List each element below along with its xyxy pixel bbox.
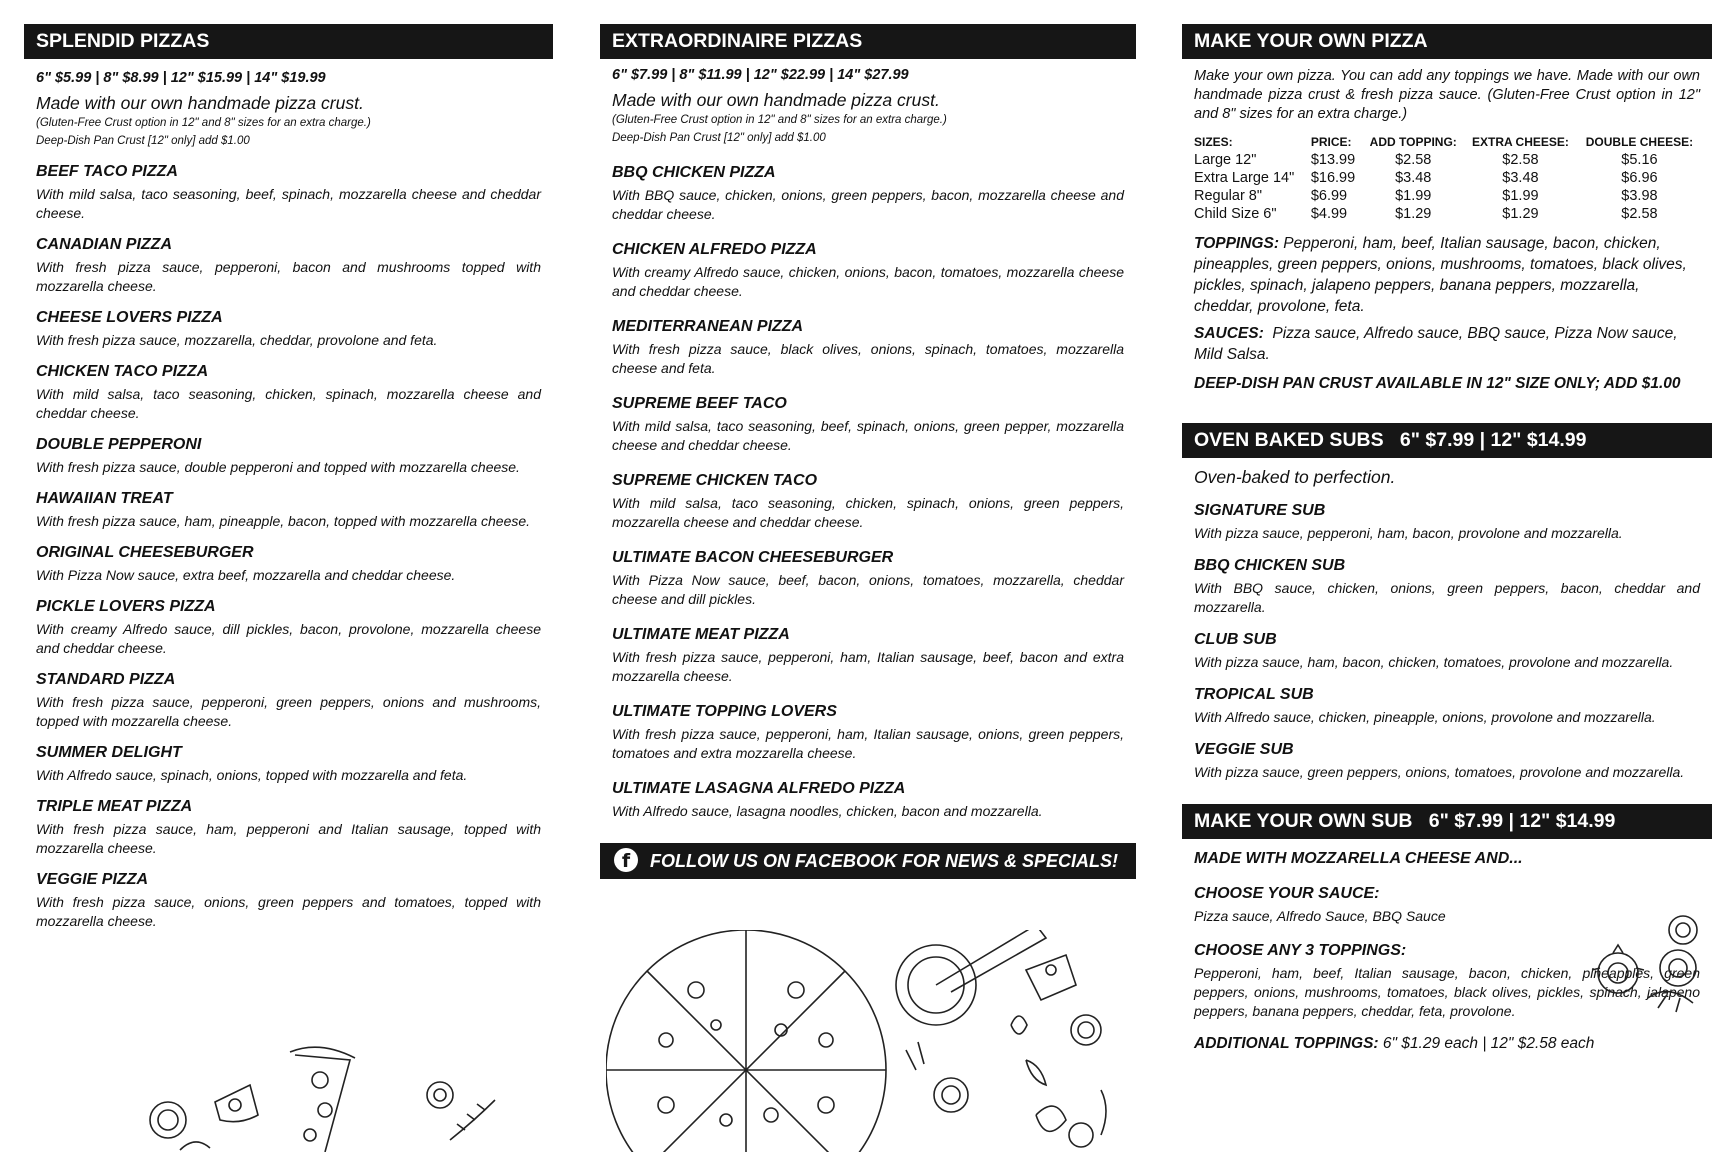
additional-label: ADDITIONAL TOPPINGS: bbox=[1194, 1035, 1379, 1052]
table-header: PRICE: bbox=[1310, 135, 1352, 149]
sauces-label: SAUCES: bbox=[1194, 325, 1264, 342]
item-name: SUMMER DELIGHT bbox=[36, 744, 182, 761]
item-name: ULTIMATE TOPPING LOVERS bbox=[612, 703, 837, 720]
menu-item bbox=[36, 797, 541, 858]
item-description: With Alfredo sauce, chicken, pineapple, onions, provolone and mozzarella. bbox=[1194, 709, 1656, 725]
table-cell: Child Size 6" bbox=[1194, 206, 1277, 222]
table-cell: $1.99 bbox=[1395, 188, 1432, 204]
menu-item bbox=[36, 435, 541, 477]
menu-item bbox=[36, 597, 541, 658]
item-description: With fresh pizza sauce, onions, green peppers and tomatoes, topped with mozzarella cheese. bbox=[36, 894, 541, 929]
menu-item bbox=[36, 543, 541, 585]
section-title: EXTRAORDINAIRE PIZZAS bbox=[600, 24, 1136, 59]
menu-item bbox=[36, 362, 541, 423]
item-description: With fresh pizza sauce, double pepperoni and topped with mozzarella cheese. bbox=[36, 459, 520, 475]
table-header: EXTRA CHEESE: bbox=[1471, 135, 1569, 149]
menu-item bbox=[1194, 501, 1700, 543]
item-description: With fresh pizza sauce, pepperoni, ham, Italian sausage, beef, bacon and extra mozzarella cheese. bbox=[612, 649, 1124, 684]
menu-item bbox=[612, 702, 1124, 763]
item-name: CHICKEN TACO PIZZA bbox=[36, 363, 209, 380]
table-row bbox=[1194, 169, 1702, 187]
section-title: SPLENDID PIZZAS bbox=[24, 24, 553, 59]
item-name: MEDITERRANEAN PIZZA bbox=[612, 318, 804, 335]
item-name: ORIGINAL CHEESEBURGER bbox=[36, 544, 254, 561]
section-title bbox=[1182, 804, 1712, 839]
item-name: CLUB SUB bbox=[1194, 631, 1277, 648]
myo-sub-prices: 6" $7.99 | 12" $14.99 bbox=[1428, 810, 1616, 832]
menu-item bbox=[612, 471, 1124, 532]
menu-item bbox=[612, 317, 1124, 378]
menu-item bbox=[1194, 685, 1700, 727]
menu-item bbox=[36, 670, 541, 731]
menu-item bbox=[612, 163, 1124, 224]
sauce-options: Pizza sauce, Alfredo Sauce, BBQ Sauce bbox=[1194, 908, 1446, 924]
table-cell: Extra Large 14" bbox=[1194, 170, 1295, 186]
table-cell: $1.29 bbox=[1395, 206, 1432, 222]
make-your-own-pizza-section bbox=[1182, 24, 1712, 393]
item-description: With Alfredo sauce, spinach, onions, topped with mozzarella and feta. bbox=[36, 767, 468, 783]
table-cell: $2.58 bbox=[1621, 206, 1658, 222]
size-prices: 6" $5.99 | 8" $8.99 | 12" $15.99 | 14" $19.99 bbox=[36, 70, 326, 86]
table-cell: $3.98 bbox=[1621, 188, 1658, 204]
menu-item bbox=[612, 394, 1124, 455]
table-cell: Large 12" bbox=[1194, 152, 1257, 168]
sub-toppings-sketch bbox=[1588, 908, 1718, 1018]
item-description: With fresh pizza sauce, pepperoni, bacon and mushrooms topped with mozzarella cheese. bbox=[36, 259, 541, 294]
item-description: With pizza sauce, pepperoni, ham, bacon, provolone and mozzarella. bbox=[1194, 525, 1623, 541]
section-title: MAKE YOUR OWN PIZZA bbox=[1182, 24, 1712, 59]
item-description: With Alfredo sauce, lasagna noodles, chicken, bacon and mozzarella. bbox=[612, 803, 1043, 819]
item-description: With pizza sauce, green peppers, onions, tomatoes, provolone and mozzarella. bbox=[1194, 764, 1685, 780]
pizza-slice-sketch bbox=[140, 1040, 520, 1152]
table-cell: $3.48 bbox=[1502, 170, 1539, 186]
item-description: With creamy Alfredo sauce, chicken, onions, bacon, tomatoes, mozzarella cheese and cheddar cheese. bbox=[612, 264, 1124, 299]
item-description: With fresh pizza sauce, ham, pepperoni and Italian sausage, topped with mozzarella cheese. bbox=[36, 821, 541, 856]
splendid-pizzas-section bbox=[24, 24, 553, 931]
table-cell: $16.99 bbox=[1310, 170, 1356, 186]
menu-item bbox=[612, 779, 1124, 821]
item-name: DOUBLE PEPPERONI bbox=[36, 436, 202, 453]
table-cell: $5.16 bbox=[1621, 152, 1658, 168]
table-header: SIZES: bbox=[1194, 135, 1233, 149]
item-description: With mild salsa, taco seasoning, chicken, spinach, onions, green peppers, mozzarella cheese and cheddar cheese. bbox=[612, 495, 1124, 530]
menu-item bbox=[612, 625, 1124, 686]
item-name: TRIPLE MEAT PIZZA bbox=[36, 798, 193, 815]
menu-item bbox=[1194, 630, 1700, 672]
size-prices: 6" $7.99 | 8" $11.99 | 12" $22.99 | 14" $27.99 bbox=[612, 67, 909, 83]
extraordinaire-pizzas-section bbox=[600, 24, 1136, 879]
item-name: SIGNATURE SUB bbox=[1194, 502, 1326, 519]
table-cell: $2.58 bbox=[1502, 152, 1539, 168]
facebook-banner[interactable] bbox=[600, 843, 1136, 879]
item-description: With creamy Alfredo sauce, dill pickles, bacon, provolone, mozzarella cheese and cheddar cheese. bbox=[36, 621, 541, 656]
item-description: With Pizza Now sauce, beef, bacon, onions, tomatoes, mozzarella, cheddar cheese and dill pickles. bbox=[612, 572, 1124, 607]
item-description: With mild salsa, taco seasoning, beef, spinach, onions, green pepper, mozzarella cheese and cheddar cheese. bbox=[612, 418, 1124, 453]
gluten-free-note: (Gluten-Free Crust option in 12" and 8" sizes for an extra charge.) bbox=[612, 114, 947, 126]
crust-tagline: Made with our own handmade pizza crust. bbox=[36, 93, 364, 113]
sub-list bbox=[1194, 501, 1700, 782]
section-title bbox=[1182, 423, 1712, 458]
item-name: TROPICAL SUB bbox=[1194, 686, 1314, 703]
item-description: With fresh pizza sauce, pepperoni, green peppers, onions and mushrooms, topped with mozzarella cheese. bbox=[36, 694, 541, 729]
gluten-free-note: (Gluten-Free Crust option in 12" and 8" sizes for an extra charge.) bbox=[36, 117, 371, 129]
item-description: With BBQ sauce, chicken, onions, green peppers, bacon, cheddar and mozzarella. bbox=[1194, 580, 1700, 615]
sauces-text: Pizza sauce, Alfredo sauce, BBQ sauce, Pizza Now sauce, Mild Salsa. bbox=[1194, 325, 1678, 363]
deep-dish-note: Deep-Dish Pan Crust [12" only] add $1.00 bbox=[612, 132, 826, 144]
table-cell: $6.96 bbox=[1621, 170, 1658, 186]
item-name: CANADIAN PIZZA bbox=[36, 236, 172, 253]
menu-item bbox=[36, 162, 541, 223]
item-name: SUPREME CHICKEN TACO bbox=[612, 472, 818, 489]
menu-item bbox=[612, 548, 1124, 609]
table-cell: $6.99 bbox=[1310, 188, 1348, 204]
table-cell: $2.58 bbox=[1395, 152, 1432, 168]
table-row bbox=[1194, 205, 1702, 223]
deep-dish-note: DEEP-DISH PAN CRUST AVAILABLE IN 12" SIZE ONLY; ADD $1.00 bbox=[1194, 375, 1681, 392]
item-name: VEGGIE SUB bbox=[1194, 741, 1294, 758]
menu-item bbox=[612, 240, 1124, 301]
menu-item bbox=[36, 489, 541, 531]
choose-sauce-heading: CHOOSE YOUR SAUCE: bbox=[1194, 885, 1380, 902]
table-header: DOUBLE CHEESE: bbox=[1585, 135, 1694, 149]
menu-item bbox=[36, 743, 541, 785]
table-cell: $13.99 bbox=[1310, 152, 1356, 168]
intro-text: Make your own pizza. You can add any toppings we have. Made with our own handmade pizza crust & fresh pizza sauce. (Gluten-Free Crust option in 12" and 8" sizes for an extra charge.) bbox=[1194, 68, 1700, 122]
topping-options: Pepperoni, ham, beef, Italian sausage, bacon, chicken, pineapples, green peppers, onions, mushrooms, tomatoes, black olives, pickles, spinach, jalapeno peppers, banana peppers, cheddar, feta, provolone. bbox=[1194, 965, 1700, 1019]
item-name: CHICKEN ALFREDO PIZZA bbox=[612, 241, 817, 258]
choose-toppings-heading: CHOOSE ANY 3 TOPPINGS: bbox=[1194, 942, 1407, 959]
sauces-list bbox=[1194, 323, 1700, 365]
toppings-text: Pepperoni, ham, beef, Italian sausage, bacon, chicken, pineapples, green peppers, onions, mushrooms, tomatoes, black olives, pickles, spinach, jalapeno peppers, banana peppers, mozzarella, cheddar, provolone, feta. bbox=[1194, 235, 1687, 315]
menu-item bbox=[1194, 740, 1700, 782]
additional-toppings bbox=[1194, 1035, 1700, 1053]
table-row bbox=[1194, 187, 1702, 205]
toppings-label: TOPPINGS: bbox=[1194, 235, 1279, 252]
item-description: With fresh pizza sauce, black olives, onions, spinach, tomatoes, mozzarella cheese and feta. bbox=[612, 341, 1124, 376]
additional-prices: 6" $1.29 each | 12" $2.58 each bbox=[1382, 1035, 1595, 1052]
oven-baked-subs-section bbox=[1182, 423, 1712, 782]
item-name: ULTIMATE LASAGNA ALFREDO PIZZA bbox=[612, 780, 906, 797]
menu-item bbox=[36, 235, 541, 296]
facebook-icon[interactable]: f bbox=[614, 848, 638, 872]
pizza-list bbox=[612, 163, 1124, 821]
table-row bbox=[1194, 151, 1702, 169]
item-name: ULTIMATE MEAT PIZZA bbox=[612, 626, 790, 643]
menu-item bbox=[1194, 556, 1700, 617]
table-cell: Regular 8" bbox=[1194, 188, 1263, 204]
deep-dish-note: Deep-Dish Pan Crust [12" only] add $1.00 bbox=[36, 135, 250, 147]
subs-title: OVEN BAKED SUBS bbox=[1194, 429, 1384, 451]
item-name: ULTIMATE BACON CHEESEBURGER bbox=[612, 549, 894, 566]
item-description: With pizza sauce, ham, bacon, chicken, tomatoes, provolone and mozzarella. bbox=[1194, 654, 1674, 670]
toppings-list bbox=[1194, 233, 1700, 317]
table-cell: $1.99 bbox=[1502, 188, 1539, 204]
item-description: With mild salsa, taco seasoning, chicken, spinach, mozzarella cheese and cheddar cheese. bbox=[36, 386, 541, 421]
made-with-heading: MADE WITH MOZZARELLA CHEESE AND... bbox=[1194, 850, 1523, 867]
size-price-table bbox=[1194, 133, 1702, 223]
facebook-text: FOLLOW US ON FACEBOOK FOR NEWS & SPECIALS! bbox=[650, 851, 1118, 871]
subs-tagline: Oven-baked to perfection. bbox=[1194, 467, 1396, 487]
item-name: HAWAIIAN TREAT bbox=[36, 490, 173, 507]
item-name: BBQ CHICKEN SUB bbox=[1194, 557, 1346, 574]
item-description: With Pizza Now sauce, extra beef, mozzarella and cheddar cheese. bbox=[36, 567, 456, 583]
item-name: PICKLE LOVERS PIZZA bbox=[36, 598, 216, 615]
item-name: VEGGIE PIZZA bbox=[36, 871, 149, 888]
item-description: With fresh pizza sauce, ham, pineapple, bacon, topped with mozzarella cheese. bbox=[36, 513, 531, 529]
item-name: STANDARD PIZZA bbox=[36, 671, 176, 688]
menu-item bbox=[36, 308, 541, 350]
right-column bbox=[1182, 24, 1712, 1053]
pizza-sketch bbox=[606, 930, 1136, 1152]
item-name: BEEF TACO PIZZA bbox=[36, 163, 178, 180]
item-description: With mild salsa, taco seasoning, beef, spinach, mozzarella cheese and cheddar cheese. bbox=[36, 186, 541, 221]
table-header: ADD TOPPING: bbox=[1369, 135, 1457, 149]
item-name: SUPREME BEEF TACO bbox=[612, 395, 787, 412]
pizza-list bbox=[36, 162, 541, 931]
item-description: With BBQ sauce, chicken, onions, green peppers, bacon, mozzarella cheese and cheddar cheese. bbox=[612, 187, 1124, 222]
myo-sub-title: MAKE YOUR OWN SUB bbox=[1194, 810, 1413, 832]
table-cell: $4.99 bbox=[1310, 206, 1348, 222]
subs-prices: 6" $7.99 | 12" $14.99 bbox=[1399, 429, 1587, 451]
crust-tagline: Made with our own handmade pizza crust. bbox=[612, 90, 940, 110]
item-description: With fresh pizza sauce, mozzarella, cheddar, provolone and feta. bbox=[36, 332, 438, 348]
menu-item bbox=[36, 870, 541, 931]
table-cell: $3.48 bbox=[1395, 170, 1432, 186]
item-name: CHEESE LOVERS PIZZA bbox=[36, 309, 223, 326]
item-name: BBQ CHICKEN PIZZA bbox=[612, 164, 776, 181]
item-description: With fresh pizza sauce, pepperoni, ham, Italian sausage, onions, green peppers, tomatoes and extra mozzarella cheese. bbox=[612, 726, 1124, 761]
table-cell: $1.29 bbox=[1502, 206, 1539, 222]
